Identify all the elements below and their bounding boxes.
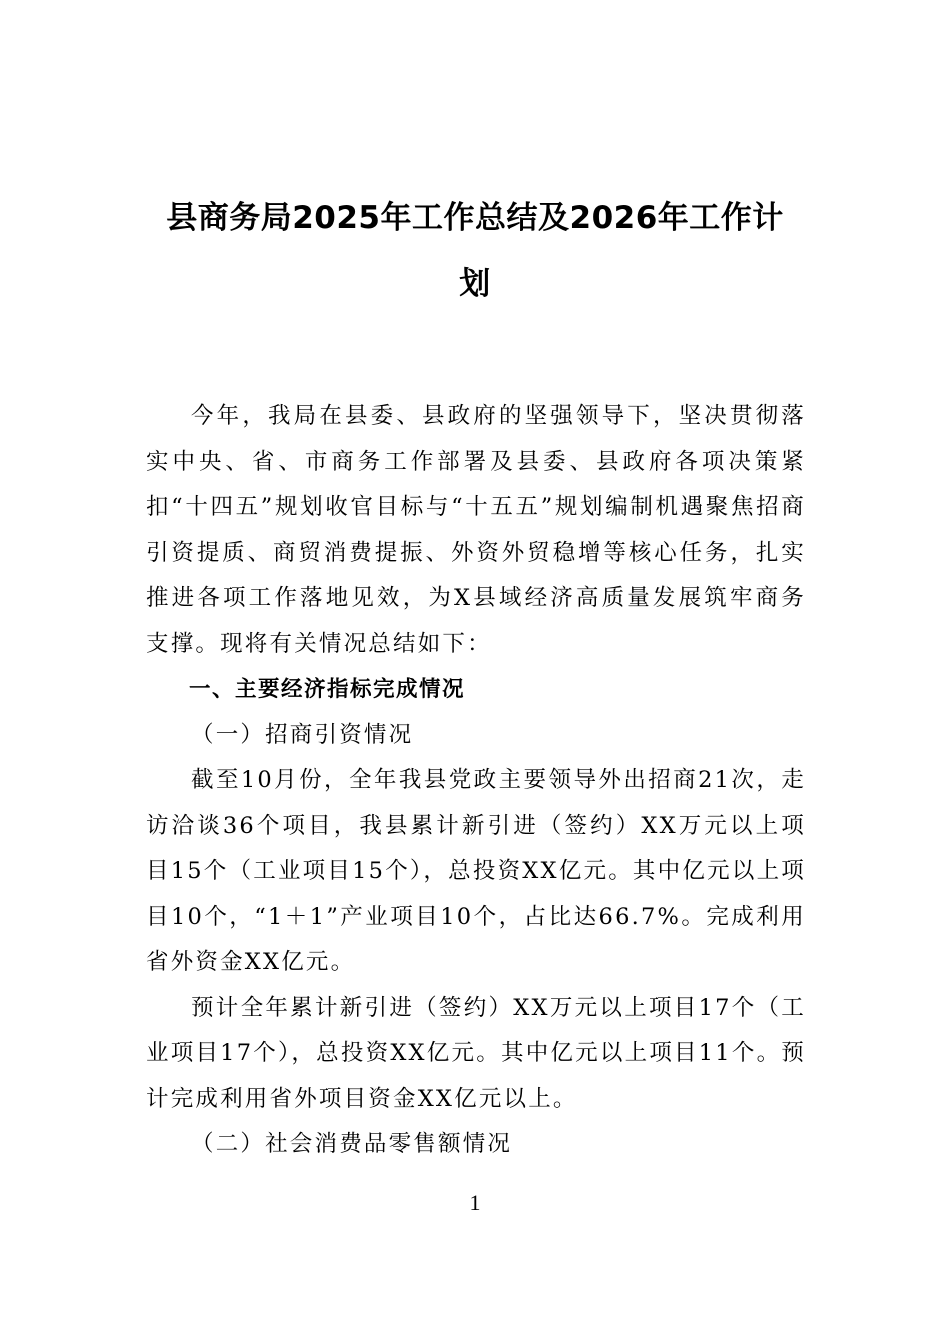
title-line-1: 县商务局2025年工作总结及2026年工作计: [166, 200, 784, 236]
intro-paragraph: 今年，我局在县委、县政府的坚强领导下，坚决贯彻落实中央、省、市商务工作部署及县委、县政府各项决策紧扣“十四五”规划收官目标与“十五五”规划编制机遇聚焦招商引资提质、商贸消费提振、外资外贸稳增等核心任务，扎实推进各项工作落地见效，为X县域经济高质量发展筑牢商务支撑。现将有关情况总结如下：: [146, 403, 806, 657]
title-line-2: 划: [459, 266, 491, 302]
document-body: [146, 394, 806, 1168]
document-title: [140, 185, 810, 317]
paragraph-investment-progress: 截至10月份，全年我县党政主要领导外出招商21次，走访洽谈36个项目，我县累计新引进（签约）XX万元以上项目15个（工业项目15个），总投资XX亿元。其中亿元以上项目10个，“1＋1”产业项目10个，占比达66.7%。完成利用省外资金XX亿元。: [146, 767, 806, 975]
page-number: 1: [469, 1190, 481, 1215]
subsection-heading-1: （一）招商引资情况: [191, 721, 414, 748]
subsection-heading-2: （二）社会消费品零售额情况: [191, 1131, 513, 1157]
section-heading-1: 一、主要经济指标完成情况: [189, 677, 466, 702]
paragraph-investment-forecast: 预计全年累计新引进（签约）XX万元以上项目17个（工业项目17个），总投资XX亿元。其中亿元以上项目11个。预计完成利用省外项目资金XX亿元以上。: [146, 994, 806, 1112]
